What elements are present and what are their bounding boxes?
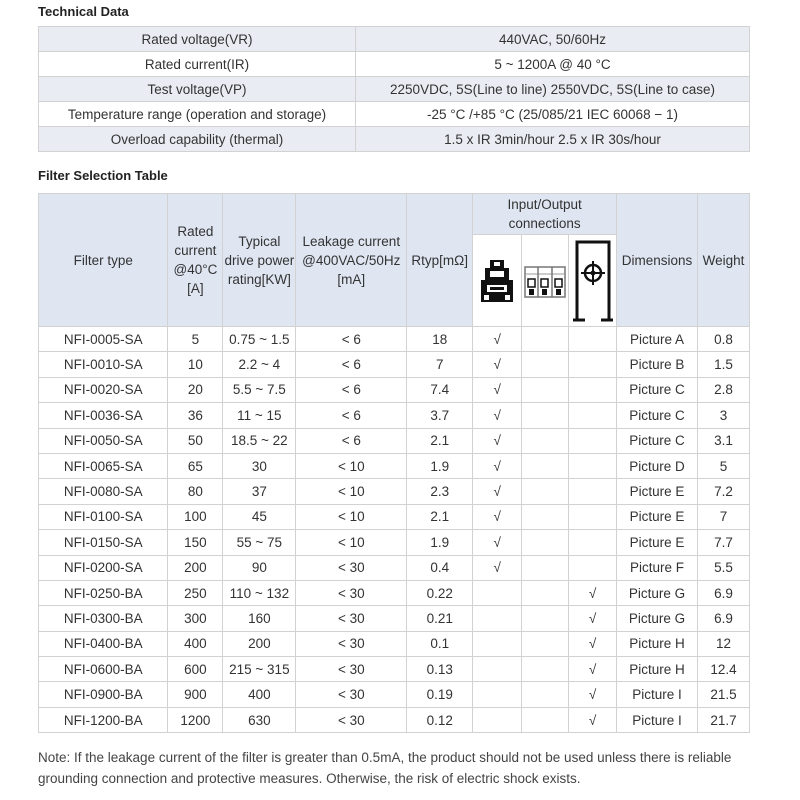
- cell-leakage: < 6: [296, 428, 407, 453]
- cell-drive-power: 2.2 ~ 4: [223, 352, 296, 377]
- cell-filter-type: NFI-0100-SA: [39, 504, 168, 529]
- cell-filter-type: NFI-0010-SA: [39, 352, 168, 377]
- cell-rtyp: 0.1: [407, 631, 473, 656]
- cell-rtyp: 7: [407, 352, 473, 377]
- cell-conn-terminal: [473, 707, 522, 732]
- cell-conn-terminal: √: [473, 327, 522, 352]
- header-drive-power: Typical drive power rating[KW]: [223, 194, 296, 327]
- cell-dimensions: Picture G: [617, 580, 698, 605]
- cell-conn-terminal: √: [473, 555, 522, 580]
- cell-dimensions: Picture G: [617, 606, 698, 631]
- table-row: [39, 504, 750, 529]
- table-row: [39, 27, 750, 52]
- cell-leakage: < 10: [296, 530, 407, 555]
- cell-dimensions: Picture E: [617, 479, 698, 504]
- cell-drive-power: 630: [223, 707, 296, 732]
- table-row: [39, 377, 750, 402]
- cell-conn-terminal: √: [473, 530, 522, 555]
- cell-dimensions: Picture C: [617, 403, 698, 428]
- table-row: [39, 127, 750, 152]
- cell-rated-current: 50: [168, 428, 223, 453]
- tech-value: -25 °C /+85 °C (25/085/21 IEC 60068 − 1): [356, 102, 750, 127]
- technical-data-heading: Technical Data: [38, 4, 129, 19]
- safety-note: Note: If the leakage current of the filter is greater than 0.5mA, the product should not be used unless there is reliable grounding connection and protective measures. Otherwise, the risk of electric shock exists.: [38, 750, 732, 786]
- cell-conn-strip: [522, 327, 569, 352]
- cell-weight: 5.5: [697, 555, 749, 580]
- tech-label: Rated voltage(VR): [39, 27, 356, 52]
- table-row: [39, 52, 750, 77]
- cell-filter-type: NFI-0080-SA: [39, 479, 168, 504]
- cell-conn-terminal: √: [473, 504, 522, 529]
- cell-dimensions: Picture H: [617, 631, 698, 656]
- cell-filter-type: NFI-0300-BA: [39, 606, 168, 631]
- table-row: [39, 682, 750, 707]
- cell-conn-strip: [522, 479, 569, 504]
- header-io-connections: Input/Output connections: [473, 194, 617, 235]
- cell-drive-power: 160: [223, 606, 296, 631]
- cell-rtyp: 0.19: [407, 682, 473, 707]
- cell-weight: 12.4: [697, 657, 749, 682]
- cell-rated-current: 200: [168, 555, 223, 580]
- multi-terminal-strip-icon: [522, 235, 569, 327]
- cell-rtyp: 2.1: [407, 504, 473, 529]
- cell-rtyp: 1.9: [407, 530, 473, 555]
- cell-drive-power: 55 ~ 75: [223, 530, 296, 555]
- cell-dimensions: Picture I: [617, 707, 698, 732]
- table-row: [39, 580, 750, 605]
- cell-leakage: < 10: [296, 479, 407, 504]
- table-row: [39, 77, 750, 102]
- cell-conn-terminal: √: [473, 453, 522, 478]
- cell-filter-type: NFI-0900-BA: [39, 682, 168, 707]
- cell-conn-strip: [522, 682, 569, 707]
- table-row: [39, 102, 750, 127]
- cell-dimensions: Picture C: [617, 377, 698, 402]
- cell-weight: 21.5: [697, 682, 749, 707]
- cell-filter-type: NFI-0200-SA: [39, 555, 168, 580]
- cell-conn-busbar: [569, 352, 617, 377]
- cell-rated-current: 900: [168, 682, 223, 707]
- cell-weight: 12: [697, 631, 749, 656]
- cell-rtyp: 2.3: [407, 479, 473, 504]
- cell-rated-current: 1200: [168, 707, 223, 732]
- filter-selection-heading: Filter Selection Table: [38, 168, 168, 183]
- cell-rtyp: 0.4: [407, 555, 473, 580]
- cell-drive-power: 215 ~ 315: [223, 657, 296, 682]
- cell-conn-busbar: [569, 428, 617, 453]
- cell-weight: 0.8: [697, 327, 749, 352]
- cell-conn-busbar: √: [569, 682, 617, 707]
- cell-rtyp: 0.22: [407, 580, 473, 605]
- cell-rated-current: 36: [168, 403, 223, 428]
- cell-weight: 2.8: [697, 377, 749, 402]
- cell-conn-busbar: [569, 504, 617, 529]
- cell-conn-busbar: √: [569, 631, 617, 656]
- cell-dimensions: Picture B: [617, 352, 698, 377]
- tech-value: 1.5 x IR 3min/hour 2.5 x IR 30s/hour: [356, 127, 750, 152]
- cell-filter-type: NFI-0065-SA: [39, 453, 168, 478]
- cell-conn-strip: [522, 428, 569, 453]
- cell-leakage: < 30: [296, 606, 407, 631]
- table-row: [39, 530, 750, 555]
- cell-conn-busbar: [569, 453, 617, 478]
- cell-conn-busbar: [569, 555, 617, 580]
- cell-filter-type: NFI-0400-BA: [39, 631, 168, 656]
- cell-drive-power: 90: [223, 555, 296, 580]
- cell-weight: 7.7: [697, 530, 749, 555]
- cell-drive-power: 30: [223, 453, 296, 478]
- cell-weight: 7.2: [697, 479, 749, 504]
- technical-data-table: [38, 26, 750, 152]
- cell-drive-power: 0.75 ~ 1.5: [223, 327, 296, 352]
- table-row: [39, 352, 750, 377]
- cell-conn-busbar: √: [569, 580, 617, 605]
- tech-value: 5 ~ 1200A @ 40 °C: [356, 52, 750, 77]
- cell-conn-terminal: [473, 657, 522, 682]
- cell-rtyp: 1.9: [407, 453, 473, 478]
- header-rated-current: Rated current @40°C [A]: [168, 194, 223, 327]
- cell-conn-busbar: √: [569, 657, 617, 682]
- cell-weight: 5: [697, 453, 749, 478]
- header-rtyp: Rtyp[mΩ]: [407, 194, 473, 327]
- cell-rtyp: 7.4: [407, 377, 473, 402]
- cell-rated-current: 300: [168, 606, 223, 631]
- cell-rated-current: 65: [168, 453, 223, 478]
- cell-filter-type: NFI-0150-SA: [39, 530, 168, 555]
- cell-leakage: < 30: [296, 580, 407, 605]
- cell-conn-terminal: [473, 682, 522, 707]
- table-row: [39, 555, 750, 580]
- cell-leakage: < 30: [296, 682, 407, 707]
- terminal-block-icon: [473, 235, 522, 327]
- cell-leakage: < 6: [296, 352, 407, 377]
- cell-weight: 1.5: [697, 352, 749, 377]
- cell-rated-current: 250: [168, 580, 223, 605]
- cell-drive-power: 110 ~ 132: [223, 580, 296, 605]
- table-row: [39, 707, 750, 732]
- cell-conn-terminal: √: [473, 403, 522, 428]
- cell-dimensions: Picture F: [617, 555, 698, 580]
- cell-drive-power: 400: [223, 682, 296, 707]
- cell-rated-current: 150: [168, 530, 223, 555]
- table-row: [39, 327, 750, 352]
- cell-leakage: < 6: [296, 327, 407, 352]
- cell-weight: 6.9: [697, 606, 749, 631]
- tech-value: 440VAC, 50/60Hz: [356, 27, 750, 52]
- cell-weight: 7: [697, 504, 749, 529]
- cell-rtyp: 3.7: [407, 403, 473, 428]
- cell-conn-terminal: √: [473, 479, 522, 504]
- cell-weight: 6.9: [697, 580, 749, 605]
- cell-conn-busbar: [569, 530, 617, 555]
- cell-filter-type: NFI-0005-SA: [39, 327, 168, 352]
- cell-rated-current: 400: [168, 631, 223, 656]
- cell-weight: 21.7: [697, 707, 749, 732]
- cell-filter-type: NFI-0250-BA: [39, 580, 168, 605]
- tech-label: Temperature range (operation and storage): [39, 102, 356, 127]
- cell-rated-current: 80: [168, 479, 223, 504]
- cell-rated-current: 600: [168, 657, 223, 682]
- cell-conn-strip: [522, 530, 569, 555]
- cell-conn-busbar: √: [569, 606, 617, 631]
- cell-filter-type: NFI-0020-SA: [39, 377, 168, 402]
- cell-leakage: < 30: [296, 631, 407, 656]
- cell-dimensions: Picture E: [617, 504, 698, 529]
- tech-label: Overload capability (thermal): [39, 127, 356, 152]
- cell-conn-terminal: [473, 580, 522, 605]
- header-dimensions: Dimensions: [617, 194, 698, 327]
- cell-dimensions: Picture A: [617, 327, 698, 352]
- cell-conn-strip: [522, 606, 569, 631]
- cell-rtyp: 18: [407, 327, 473, 352]
- cell-weight: 3: [697, 403, 749, 428]
- cell-drive-power: 37: [223, 479, 296, 504]
- header-leakage-current: Leakage current @400VAC/50Hz [mA]: [296, 194, 407, 327]
- cell-leakage: < 30: [296, 657, 407, 682]
- cell-conn-strip: [522, 707, 569, 732]
- cell-leakage: < 10: [296, 453, 407, 478]
- cell-drive-power: 45: [223, 504, 296, 529]
- filter-selection-table: [38, 193, 750, 733]
- cell-dimensions: Picture C: [617, 428, 698, 453]
- cell-conn-terminal: √: [473, 352, 522, 377]
- cell-conn-busbar: [569, 377, 617, 402]
- cell-conn-strip: [522, 580, 569, 605]
- cell-conn-strip: [522, 352, 569, 377]
- cell-conn-strip: [522, 504, 569, 529]
- cell-leakage: < 6: [296, 377, 407, 402]
- cell-conn-busbar: √: [569, 707, 617, 732]
- cell-drive-power: 5.5 ~ 7.5: [223, 377, 296, 402]
- cell-rtyp: 0.13: [407, 657, 473, 682]
- cell-leakage: < 6: [296, 403, 407, 428]
- cell-conn-strip: [522, 403, 569, 428]
- cell-rtyp: 2.1: [407, 428, 473, 453]
- cell-dimensions: Picture D: [617, 453, 698, 478]
- busbar-bolt-icon: [569, 235, 617, 327]
- cell-drive-power: 11 ~ 15: [223, 403, 296, 428]
- cell-drive-power: 200: [223, 631, 296, 656]
- cell-dimensions: Picture E: [617, 530, 698, 555]
- cell-rtyp: 0.21: [407, 606, 473, 631]
- cell-filter-type: NFI-0036-SA: [39, 403, 168, 428]
- cell-dimensions: Picture H: [617, 657, 698, 682]
- cell-rated-current: 20: [168, 377, 223, 402]
- header-filter-type: Filter type: [39, 194, 168, 327]
- cell-conn-strip: [522, 555, 569, 580]
- table-row: [39, 453, 750, 478]
- tech-value: 2250VDC, 5S(Line to line) 2550VDC, 5S(Line to case): [356, 77, 750, 102]
- cell-conn-strip: [522, 631, 569, 656]
- cell-conn-terminal: √: [473, 377, 522, 402]
- cell-conn-terminal: √: [473, 428, 522, 453]
- table-row: [39, 606, 750, 631]
- cell-weight: 3.1: [697, 428, 749, 453]
- cell-rated-current: 100: [168, 504, 223, 529]
- cell-conn-terminal: [473, 606, 522, 631]
- cell-conn-busbar: [569, 327, 617, 352]
- table-row: [39, 479, 750, 504]
- cell-filter-type: NFI-0600-BA: [39, 657, 168, 682]
- cell-drive-power: 18.5 ~ 22: [223, 428, 296, 453]
- cell-filter-type: NFI-1200-BA: [39, 707, 168, 732]
- cell-conn-strip: [522, 377, 569, 402]
- cell-conn-strip: [522, 453, 569, 478]
- cell-conn-strip: [522, 657, 569, 682]
- cell-rtyp: 0.12: [407, 707, 473, 732]
- tech-label: Rated current(IR): [39, 52, 356, 77]
- cell-filter-type: NFI-0050-SA: [39, 428, 168, 453]
- cell-conn-busbar: [569, 403, 617, 428]
- cell-conn-busbar: [569, 479, 617, 504]
- cell-leakage: < 30: [296, 707, 407, 732]
- table-row: [39, 631, 750, 656]
- table-row: [39, 657, 750, 682]
- cell-rated-current: 10: [168, 352, 223, 377]
- tech-label: Test voltage(VP): [39, 77, 356, 102]
- table-row: [39, 403, 750, 428]
- header-weight: Weight: [697, 194, 749, 327]
- cell-leakage: < 30: [296, 555, 407, 580]
- cell-conn-terminal: [473, 631, 522, 656]
- cell-dimensions: Picture I: [617, 682, 698, 707]
- table-row: [39, 428, 750, 453]
- cell-leakage: < 10: [296, 504, 407, 529]
- cell-rated-current: 5: [168, 327, 223, 352]
